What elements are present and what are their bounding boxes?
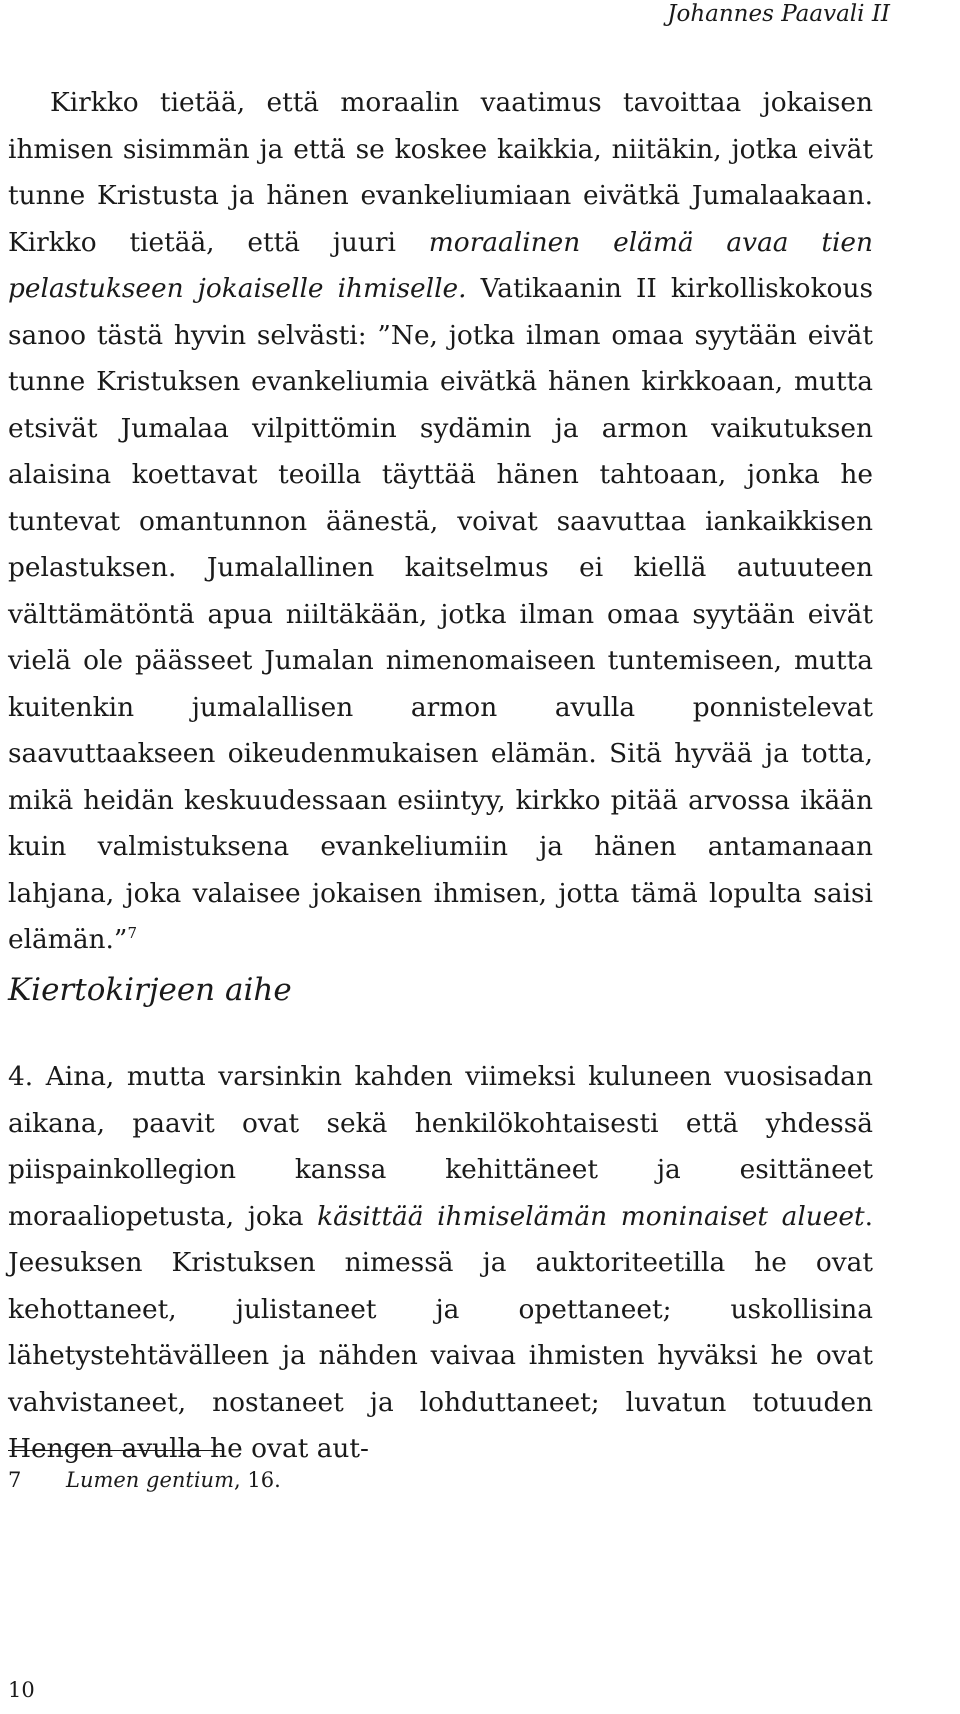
quotation-text: Vatikaanin II kirkolliskokous sanoo tästä hyvin selvästi: ”Ne, jotka ilman omaa syytään eivät tunne Kristuksen evankeliumia eivätkä hänen kirkkoaan, mutta etsivät Jumalaa vilpittömin sydämin ja armon vaikutuksen alaisina koettavat teoilla täyttää hänen tahtoaan, jonka he tuntevat omantunnon äänestä, voivat saavuttaa iankaikkisen pelastuksen. Jumalallinen kaitselmus ei kiellä autuuteen välttämätöntä apua niiltäkään, jotka ilman omaa syytään eivät vielä ole päässeet Jumalan nimenomaiseen tuntemiseen, mutta kuitenkin jumalallisen armon avulla ponnistelevat saavuttaakseen oikeudenmukaisen elämän. Sitä hyvää ja totta, mikä heidän keskuudessaan esiintyy, kirkko pitää arvossa ikään kuin valmistuksena evankeliumiin ja hänen antamanaan lahjana, joka valaisee jokaisen ihmisen, jotta tämä lopulta saisi elämän.”: [8, 273, 873, 955]
emphasis-text: moraalinen elämä avaa tien pelastukseen jokaiselle ihmiselle.: [8, 226, 873, 304]
page-number: 10: [8, 1678, 35, 1702]
paragraph-text: 4. Aina, mutta varsinkin kahden viimeksi kuluneen vuosisadan aikana, paavit ovat sekä henkilökohtaisesti että yhdessä piispainkollegion kanssa kehittäneet ja esittäneet moraaliopetusta, joka: [8, 1061, 873, 1232]
running-header: Johannes Paavali II: [667, 1, 890, 27]
footnote: [8, 1466, 281, 1494]
paragraph-text: Kirkko tietää, että moraalin vaatimus tavoittaa jokaisen ihmisen sisimmän ja että se koskee kaikkia, niitäkin, jotka eivät tunne Kristusta ja hänen evankeliumiaan eivätkä Jumalaakaan. Kirkko tietää, että juuri: [8, 87, 873, 258]
footnote-number: 7: [8, 1468, 22, 1492]
footnote-divider: [8, 1450, 223, 1451]
footnote-source: Lumen gentium: [66, 1468, 234, 1492]
paragraph-text-continued: . Jeesuksen Kristuksen nimessä ja auktoriteetilla he ovat kehottaneet, julistaneet ja opettaneet; uskollisina lähetystehtävälleen ja nähden vaivaa ihmisten hyväksi he ovat vahvistaneet, nostaneet ja lohduttaneet; luvatun totuuden Hengen avulla he ovat aut-: [8, 1200, 873, 1464]
paragraph-conscience: [8, 80, 873, 964]
section-heading: Kiertokirjeen aihe: [8, 972, 292, 1008]
emphasis-text: käsittää ihmiselämän moninaiset alueet: [317, 1200, 865, 1232]
paragraph-encyclical-subject: [8, 1054, 873, 1473]
footnote-citation: , 16.: [234, 1468, 281, 1492]
footnote-reference[interactable]: 7: [127, 924, 137, 943]
